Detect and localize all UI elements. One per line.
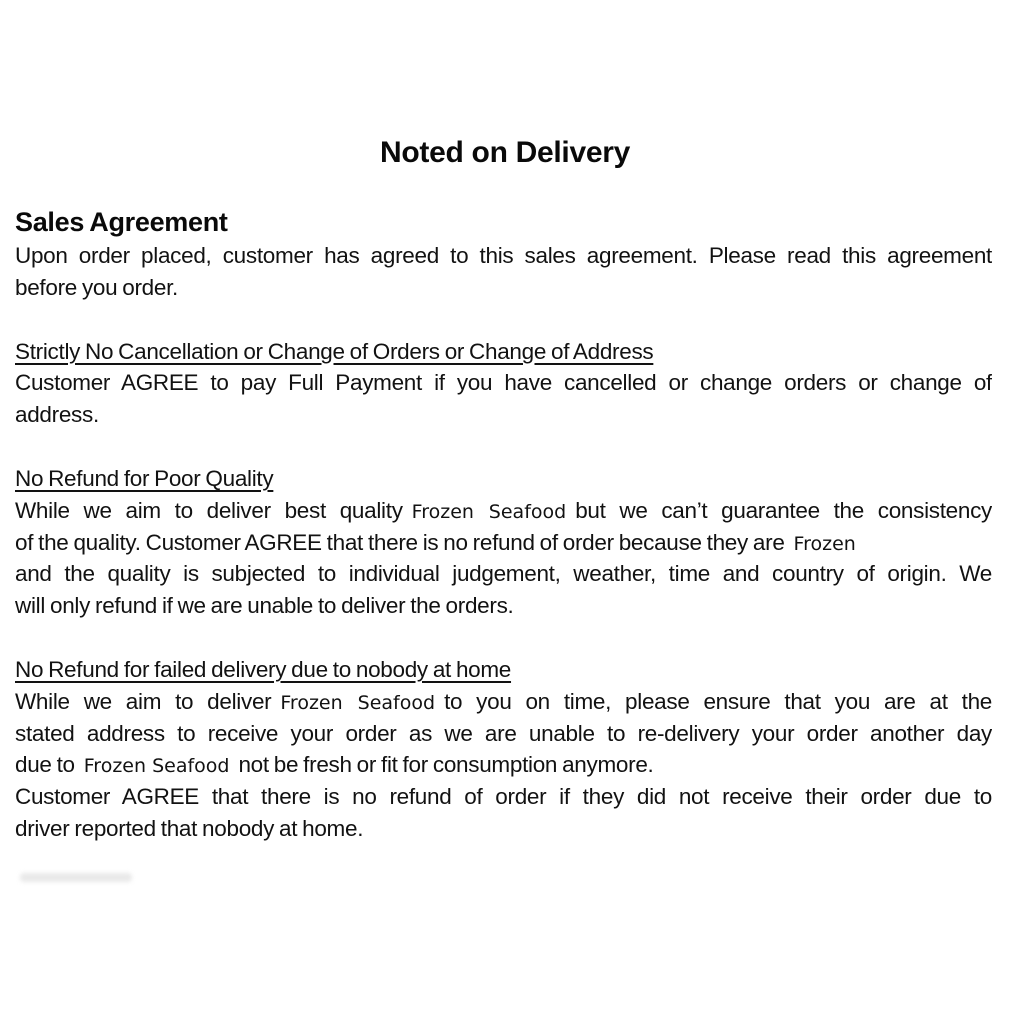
- line-text: of the quality. Customer AGREE that there is no refund of order because they are: [15, 529, 785, 555]
- line-text: to you on time, please ensure that you are at the: [444, 688, 992, 714]
- sales-agreement-document: [15, 204, 992, 845]
- line-text: but we can’t guarantee the consistency: [575, 497, 992, 523]
- section-no-refund-failed-delivery: [15, 654, 992, 845]
- line-text: While we aim to deliver: [15, 688, 272, 714]
- paragraph-line: [15, 686, 992, 718]
- inserted-product-text: Frozen Seafood: [280, 691, 436, 714]
- paragraph-line: Customer AGREE to pay Full Payment if you have cancelled or change orders or change of: [15, 370, 992, 396]
- paragraph-line: will only refund if we are unable to deliver the orders.: [15, 593, 514, 619]
- inserted-product-text: Frozen Seafood: [83, 755, 230, 778]
- paragraph-line: driver reported that nobody at home.: [15, 815, 364, 841]
- faded-erased-text-artifact: [20, 873, 132, 882]
- section-heading: Strictly No Cancellation or Change of Orders or Change of Address: [15, 338, 654, 364]
- page-title: Noted on Delivery: [380, 136, 630, 169]
- line-text: not be fresh or fit for consumption anymore.: [238, 752, 654, 778]
- paragraph-line: [15, 495, 992, 527]
- section-heading: No Refund for failed delivery due to nobody at home: [15, 656, 512, 682]
- inserted-product-text: Frozen Seafood: [411, 500, 567, 523]
- paragraph-line: Customer AGREE that there is no refund of order if they did not receive their order due to: [15, 784, 992, 810]
- line-text: due to: [15, 752, 75, 778]
- inserted-product-text: Frozen: [793, 532, 856, 555]
- line-text: While we aim to deliver best quality: [15, 497, 403, 523]
- paragraph-line: Upon order placed, customer has agreed to this sales agreement. Please read this agreement: [15, 243, 992, 268]
- section-no-cancellation: [15, 336, 992, 431]
- intro-paragraph: [15, 240, 992, 304]
- section-heading: No Refund for Poor Quality: [15, 465, 274, 491]
- section-no-refund-quality: [15, 463, 992, 622]
- paragraph-line: and the quality is subjected to individual judgement, weather, time and country of origin. We: [15, 561, 992, 587]
- sales-agreement-heading: Sales Agreement: [15, 207, 228, 237]
- paragraph-line: [15, 527, 992, 559]
- paragraph-line: [15, 749, 992, 781]
- paragraph-line: stated address to receive your order as we are unable to re-delivery your order another day: [15, 720, 992, 746]
- paragraph-line: address.: [15, 402, 99, 428]
- paragraph-line: before you order.: [15, 274, 179, 300]
